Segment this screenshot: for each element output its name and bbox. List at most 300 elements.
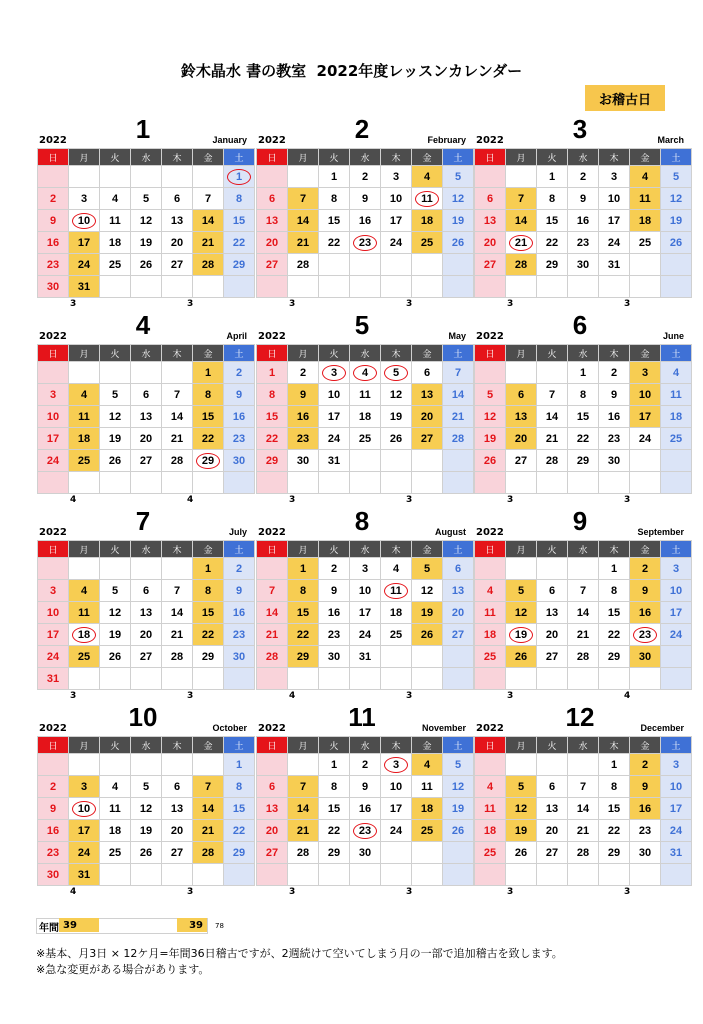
- day-cell: 30: [288, 450, 319, 472]
- month-calendar: [474, 702, 686, 900]
- week-row: [38, 754, 255, 776]
- day-cell: [412, 864, 443, 886]
- day-cell: 19: [131, 820, 162, 842]
- day-cell: 7: [537, 384, 568, 406]
- week-row: [38, 624, 255, 646]
- day-cell: 18: [412, 210, 443, 232]
- day-cell: [131, 166, 162, 188]
- month-calendar: [37, 114, 249, 312]
- special-lesson-marker: 3: [384, 757, 408, 773]
- day-cell: 24: [599, 232, 630, 254]
- day-cell: 25: [69, 450, 100, 472]
- weekday-header: 土: [443, 345, 474, 362]
- day-cell: 27: [162, 842, 193, 864]
- day-cell: [69, 362, 100, 384]
- day-cell: 10: [661, 580, 692, 602]
- day-cell: 18: [100, 232, 131, 254]
- special-lesson-marker: 3: [322, 365, 346, 381]
- day-cell: 7: [288, 776, 319, 798]
- special-lesson-marker: 23: [633, 627, 657, 643]
- weekday-header: 月: [506, 737, 537, 754]
- day-cell: 21: [162, 428, 193, 450]
- day-cell: [162, 472, 193, 494]
- weekday-row: [257, 541, 474, 558]
- day-cell: 27: [412, 428, 443, 450]
- day-cell: 4: [69, 580, 100, 602]
- day-cell: 3: [69, 776, 100, 798]
- weekday-header: 木: [599, 737, 630, 754]
- month-number: 12: [565, 702, 595, 732]
- page-title: 鈴木晶水 書の教室 2022年度レッスンカレンダー: [180, 62, 523, 80]
- day-cell: [599, 668, 630, 690]
- day-cell: 3: [38, 580, 69, 602]
- weekday-header: 火: [537, 149, 568, 166]
- day-cell: 30: [568, 254, 599, 276]
- day-cell: 27: [443, 624, 474, 646]
- day-cell: [193, 864, 224, 886]
- day-cell: 30: [599, 450, 630, 472]
- day-cell: [224, 668, 255, 690]
- day-cell: 31: [661, 842, 692, 864]
- day-cell: 21: [537, 428, 568, 450]
- day-cell: 30: [630, 842, 661, 864]
- weekday-header: 水: [350, 737, 381, 754]
- day-cell: 15: [224, 798, 255, 820]
- day-cell: 2: [319, 558, 350, 580]
- day-cell: 10: [38, 406, 69, 428]
- day-cell: 2: [224, 558, 255, 580]
- lesson-count: 3: [507, 691, 514, 701]
- day-cell: 12: [381, 384, 412, 406]
- week-row: [38, 188, 255, 210]
- month-name: February: [427, 135, 466, 145]
- day-cell: [319, 864, 350, 886]
- day-cell: 4: [475, 580, 506, 602]
- day-cell: 5: [506, 580, 537, 602]
- day-cell: 2: [38, 188, 69, 210]
- week-row: [475, 362, 692, 384]
- weekday-header: 土: [443, 737, 474, 754]
- day-cell: 15: [319, 210, 350, 232]
- weekday-header: 木: [381, 149, 412, 166]
- lesson-count: 3: [289, 299, 296, 309]
- weekday-header: 金: [412, 737, 443, 754]
- day-cell: 17: [350, 602, 381, 624]
- day-cell: 16: [288, 406, 319, 428]
- day-cell: 26: [506, 646, 537, 668]
- day-cell: 25: [69, 646, 100, 668]
- lesson-count: 3: [406, 691, 413, 701]
- day-cell: 29: [599, 646, 630, 668]
- weekday-header: 火: [319, 541, 350, 558]
- weekday-header: 土: [443, 541, 474, 558]
- day-cell: 8: [599, 580, 630, 602]
- day-cell: 4: [100, 188, 131, 210]
- day-cell: [537, 558, 568, 580]
- day-cell: [506, 276, 537, 298]
- week-row: [38, 254, 255, 276]
- lesson-count: 3: [187, 887, 194, 897]
- day-cell: [131, 558, 162, 580]
- weekday-header: 火: [537, 345, 568, 362]
- day-cell: [69, 754, 100, 776]
- day-cell: 27: [131, 450, 162, 472]
- day-cell: 2: [568, 166, 599, 188]
- week-row: [257, 798, 474, 820]
- day-cell: [100, 754, 131, 776]
- day-cell: 24: [381, 232, 412, 254]
- special-lesson-marker: 11: [384, 583, 408, 599]
- day-cell: 16: [38, 820, 69, 842]
- day-cell: 17: [319, 406, 350, 428]
- day-cell: 15: [193, 602, 224, 624]
- week-row: [257, 754, 474, 776]
- weekday-row: [38, 737, 255, 754]
- day-cell: 29: [224, 842, 255, 864]
- day-cell: 16: [319, 602, 350, 624]
- day-cell: 11: [630, 188, 661, 210]
- weekday-header: 金: [630, 345, 661, 362]
- day-cell: 25: [661, 428, 692, 450]
- weekday-header: 土: [224, 737, 255, 754]
- day-cell: 5: [475, 384, 506, 406]
- day-cell: [381, 668, 412, 690]
- day-cell: 14: [193, 210, 224, 232]
- day-cell: 13: [162, 798, 193, 820]
- day-cell: [131, 362, 162, 384]
- day-cell: [257, 166, 288, 188]
- day-cell: [412, 188, 443, 210]
- day-cell: 12: [506, 798, 537, 820]
- day-cell: 22: [193, 624, 224, 646]
- day-cell: 8: [319, 188, 350, 210]
- week-row: [475, 188, 692, 210]
- weekday-row: [38, 149, 255, 166]
- weekday-header: 月: [288, 149, 319, 166]
- day-cell: [162, 362, 193, 384]
- day-cell: 4: [100, 776, 131, 798]
- day-cell: 18: [69, 428, 100, 450]
- day-cell: [537, 276, 568, 298]
- day-cell: 22: [257, 428, 288, 450]
- day-cell: 20: [131, 624, 162, 646]
- weekday-header: 木: [599, 149, 630, 166]
- day-cell: [443, 276, 474, 298]
- week-row: [38, 166, 255, 188]
- week-row: [475, 276, 692, 298]
- day-cell: 17: [661, 798, 692, 820]
- day-cell: 8: [568, 384, 599, 406]
- weekday-header: 日: [38, 541, 69, 558]
- week-row: [475, 450, 692, 472]
- day-cell: 14: [162, 406, 193, 428]
- weekday-header: 火: [100, 149, 131, 166]
- month-name: May: [448, 331, 466, 341]
- day-cell: 26: [131, 842, 162, 864]
- annual-count-second: 39: [177, 918, 207, 932]
- weekday-header: 木: [599, 345, 630, 362]
- month-number: 7: [135, 506, 151, 536]
- day-cell: 11: [100, 798, 131, 820]
- month-table: [256, 148, 474, 298]
- day-cell: [630, 624, 661, 646]
- day-cell: [38, 166, 69, 188]
- weekday-header: 木: [162, 737, 193, 754]
- day-cell: 9: [630, 776, 661, 798]
- day-cell: 20: [162, 232, 193, 254]
- month-year: 2022: [258, 135, 286, 146]
- day-cell: 3: [661, 558, 692, 580]
- day-cell: 25: [630, 232, 661, 254]
- special-lesson-marker: 23: [353, 235, 377, 251]
- week-row: [257, 428, 474, 450]
- lesson-count: 3: [507, 887, 514, 897]
- day-cell: [69, 624, 100, 646]
- weekday-header: 火: [319, 737, 350, 754]
- day-cell: 18: [100, 820, 131, 842]
- day-cell: [568, 864, 599, 886]
- day-cell: 5: [443, 754, 474, 776]
- day-cell: 28: [162, 450, 193, 472]
- month-header: [37, 114, 249, 148]
- month-header: [256, 114, 468, 148]
- weekday-header: 日: [475, 149, 506, 166]
- day-cell: [38, 362, 69, 384]
- day-cell: 20: [257, 232, 288, 254]
- day-cell: [630, 864, 661, 886]
- month-year: 2022: [258, 723, 286, 734]
- week-row: [475, 776, 692, 798]
- lesson-count: 3: [289, 495, 296, 505]
- note-change: ※急な変更がある場合があります。: [36, 963, 210, 976]
- lesson-count: 3: [289, 887, 296, 897]
- day-cell: 26: [475, 450, 506, 472]
- lesson-count: 4: [70, 887, 77, 897]
- week-row: [257, 406, 474, 428]
- day-cell: [506, 754, 537, 776]
- weekday-header: 木: [381, 345, 412, 362]
- month-calendar: [256, 702, 468, 900]
- weekday-header: 月: [288, 345, 319, 362]
- day-cell: 16: [224, 602, 255, 624]
- day-cell: 17: [69, 232, 100, 254]
- special-lesson-marker: 5: [384, 365, 408, 381]
- month-calendar: [37, 702, 249, 900]
- day-cell: 18: [475, 820, 506, 842]
- day-cell: 13: [257, 798, 288, 820]
- day-cell: 11: [100, 210, 131, 232]
- weekday-header: 水: [131, 149, 162, 166]
- day-cell: 12: [100, 406, 131, 428]
- day-cell: 28: [193, 842, 224, 864]
- month-header: [256, 702, 468, 736]
- day-cell: [319, 668, 350, 690]
- day-cell: 26: [381, 428, 412, 450]
- day-cell: 20: [443, 602, 474, 624]
- day-cell: 9: [288, 384, 319, 406]
- week-row: [475, 842, 692, 864]
- day-cell: 16: [630, 602, 661, 624]
- week-row: [257, 646, 474, 668]
- day-cell: 27: [257, 254, 288, 276]
- weekday-header: 月: [69, 737, 100, 754]
- day-cell: 4: [412, 754, 443, 776]
- day-cell: 25: [100, 254, 131, 276]
- month-number: 9: [572, 506, 588, 536]
- day-cell: 18: [412, 798, 443, 820]
- day-cell: 27: [162, 254, 193, 276]
- month-lesson-counts: [37, 886, 249, 900]
- day-cell: [288, 166, 319, 188]
- lesson-count: 3: [624, 299, 631, 309]
- week-row: [257, 188, 474, 210]
- day-cell: [257, 668, 288, 690]
- week-row: [257, 166, 474, 188]
- day-cell: 16: [350, 210, 381, 232]
- day-cell: 8: [224, 188, 255, 210]
- day-cell: 21: [568, 624, 599, 646]
- day-cell: [475, 276, 506, 298]
- day-cell: 16: [630, 798, 661, 820]
- month-header: [474, 114, 686, 148]
- week-row: [38, 580, 255, 602]
- day-cell: 14: [193, 798, 224, 820]
- day-cell: 8: [193, 580, 224, 602]
- day-cell: 13: [131, 406, 162, 428]
- special-lesson-marker: 10: [72, 801, 96, 817]
- month-number: 6: [572, 310, 588, 340]
- day-cell: 22: [193, 428, 224, 450]
- day-cell: [599, 276, 630, 298]
- month-name: October: [212, 723, 247, 733]
- month-header: [474, 310, 686, 344]
- month-calendar: [256, 114, 468, 312]
- week-row: [475, 646, 692, 668]
- day-cell: 15: [537, 210, 568, 232]
- day-cell: [630, 254, 661, 276]
- week-row: [475, 210, 692, 232]
- day-cell: 8: [193, 384, 224, 406]
- day-cell: [38, 472, 69, 494]
- day-cell: [443, 254, 474, 276]
- day-cell: [381, 646, 412, 668]
- month-table: [256, 344, 474, 494]
- day-cell: [100, 864, 131, 886]
- day-cell: [630, 450, 661, 472]
- day-cell: 23: [319, 624, 350, 646]
- day-cell: 17: [599, 210, 630, 232]
- day-cell: [193, 166, 224, 188]
- day-cell: [69, 166, 100, 188]
- month-number: 4: [135, 310, 151, 340]
- day-cell: 8: [257, 384, 288, 406]
- day-cell: 26: [412, 624, 443, 646]
- month-table: [474, 148, 692, 298]
- day-cell: 12: [661, 188, 692, 210]
- week-row: [257, 472, 474, 494]
- day-cell: 22: [224, 232, 255, 254]
- weekday-header: 土: [661, 541, 692, 558]
- day-cell: 4: [661, 362, 692, 384]
- day-cell: [350, 450, 381, 472]
- day-cell: 1: [193, 558, 224, 580]
- weekday-header: 金: [630, 541, 661, 558]
- day-cell: 17: [381, 210, 412, 232]
- day-cell: [475, 362, 506, 384]
- weekday-header: 水: [350, 345, 381, 362]
- day-cell: 13: [131, 602, 162, 624]
- day-cell: [630, 276, 661, 298]
- day-cell: [381, 254, 412, 276]
- day-cell: [475, 166, 506, 188]
- day-cell: 9: [350, 188, 381, 210]
- day-cell: [661, 668, 692, 690]
- day-cell: 12: [100, 602, 131, 624]
- day-cell: 14: [443, 384, 474, 406]
- weekday-header: 水: [568, 149, 599, 166]
- week-row: [475, 232, 692, 254]
- day-cell: [537, 864, 568, 886]
- day-cell: [162, 864, 193, 886]
- weekday-header: 金: [193, 737, 224, 754]
- day-cell: 11: [475, 602, 506, 624]
- day-cell: 24: [661, 820, 692, 842]
- week-row: [38, 276, 255, 298]
- weekday-header: 金: [630, 149, 661, 166]
- day-cell: 7: [288, 188, 319, 210]
- day-cell: 11: [475, 798, 506, 820]
- month-name: March: [657, 135, 684, 145]
- day-cell: 21: [288, 232, 319, 254]
- week-row: [38, 232, 255, 254]
- day-cell: 16: [568, 210, 599, 232]
- weekday-header: 水: [350, 149, 381, 166]
- month-header: [256, 310, 468, 344]
- day-cell: 24: [661, 624, 692, 646]
- day-cell: 3: [350, 558, 381, 580]
- day-cell: 11: [350, 384, 381, 406]
- day-cell: [288, 276, 319, 298]
- day-cell: [162, 668, 193, 690]
- day-cell: 28: [506, 254, 537, 276]
- weekday-header: 月: [506, 149, 537, 166]
- day-cell: 5: [100, 384, 131, 406]
- weekday-header: 水: [568, 737, 599, 754]
- day-cell: [506, 668, 537, 690]
- day-cell: 6: [131, 384, 162, 406]
- day-cell: 6: [537, 776, 568, 798]
- day-cell: 12: [412, 580, 443, 602]
- day-cell: 7: [193, 188, 224, 210]
- day-cell: 7: [162, 384, 193, 406]
- weekday-header: 金: [193, 541, 224, 558]
- lesson-count: 3: [406, 887, 413, 897]
- month-year: 2022: [476, 723, 504, 734]
- day-cell: 1: [599, 754, 630, 776]
- day-cell: [506, 166, 537, 188]
- day-cell: [319, 362, 350, 384]
- month-table: [37, 540, 255, 690]
- week-row: [257, 362, 474, 384]
- lesson-count: 3: [624, 495, 631, 505]
- day-cell: 23: [224, 428, 255, 450]
- day-cell: [381, 276, 412, 298]
- week-row: [257, 558, 474, 580]
- day-cell: 5: [131, 776, 162, 798]
- day-cell: 27: [131, 646, 162, 668]
- day-cell: [69, 472, 100, 494]
- week-row: [257, 776, 474, 798]
